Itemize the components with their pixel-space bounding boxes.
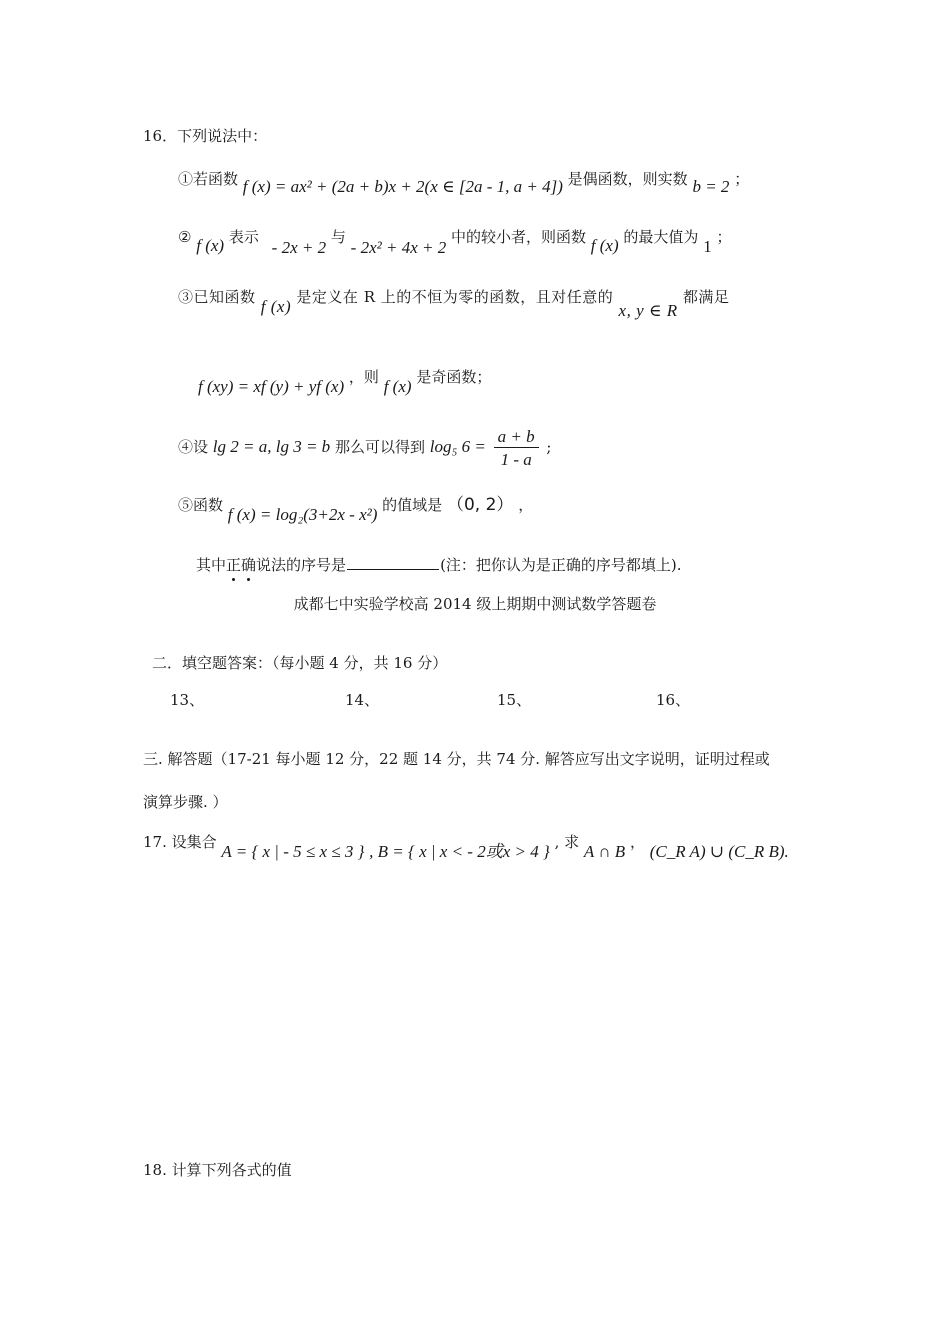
s3-t2: 都满足 [682, 288, 730, 306]
q17-lead: 17. 设集合 [143, 833, 217, 851]
q17-expr-1: A ∩ B [583, 842, 626, 861]
s5-range: （0, 2） [446, 495, 514, 515]
s2-expr-1: - 2x + 2 [271, 238, 327, 257]
s3-t4: 是奇函数； [416, 368, 492, 386]
s3-equation: f (xy) = xf (y) + yf (x) [198, 377, 345, 396]
s2-end: ； [716, 228, 732, 246]
q16-statement-4 [178, 428, 551, 468]
q16-statement-3-cont [198, 368, 492, 396]
s5-end: ， [518, 496, 534, 514]
q16-header: 16．下列说法中： [143, 127, 268, 145]
s1-end: ； [734, 170, 750, 188]
s1-formula: f (x) = ax² + (2a + b)x + 2(x ∈ [2a - 1, a + 4]) [242, 177, 563, 196]
q17-set-b: , B = { x | x < - 2或x > 4 } [369, 842, 550, 861]
s3-t1: 是定义在 R 上的不恒为零的函数，且对任意的 [296, 288, 614, 306]
tail-note: (注：把你认为是正确的序号都填上). [440, 556, 682, 574]
s2-t2: 与 [330, 228, 346, 246]
fill-section-title: 二．填空题答案：（每小题 4 分，共 16 分） [152, 654, 448, 672]
s4-condition: lg 2 = a, lg 3 = b [212, 437, 331, 456]
s2-f1: f (x) [196, 236, 225, 255]
answer-blank[interactable] [347, 555, 439, 570]
s2-lead: ② [178, 228, 192, 246]
s4-denominator: 1 - a [500, 450, 532, 469]
solve-section-title-2: 演算步骤. ） [143, 793, 228, 811]
q17-set-a: A = { x | - 5 ≤ x ≤ 3 } [221, 842, 365, 861]
s2-t4: 的最大值为 [623, 228, 699, 246]
s2-f2: f (x) [590, 236, 619, 255]
s3-vars: x, y ∈ R [618, 301, 678, 320]
s4-fraction [494, 428, 539, 468]
answer-sheet-title: 成都七中实验学校高 2014 级上期期中测试数学答题卷 [293, 595, 657, 613]
q16-tail [196, 555, 682, 573]
q17-ask: , 求 [554, 833, 580, 851]
tail-post: 说法的序号是 [256, 556, 347, 574]
tail-emph-2: 确 [241, 556, 257, 574]
s1-mid: 是偶函数，则实数 [567, 170, 688, 188]
s3-t3: ，则 [348, 368, 379, 386]
solve-section-title-1: 三. 解答题（17-21 每小题 12 分，22 题 14 分，共 74 分. 解答应写出文字说明，证明过程或 [143, 750, 770, 768]
s4-log: log₅ 6 = [429, 437, 486, 456]
fill-label-13: 13、 [170, 691, 205, 709]
s4-mid: 那么可以得到 [334, 438, 425, 456]
fill-label-14: 14、 [345, 691, 380, 709]
q16-statement-1 [178, 170, 750, 196]
fill-label-15: 15、 [497, 691, 532, 709]
tail-pre: 其中 [196, 556, 227, 574]
tail-emph-1: 正 [226, 556, 242, 574]
s3-f1: f (x) [260, 297, 292, 316]
s4-lead: ④设 [178, 438, 209, 456]
s5-mid: 的值域是 [382, 496, 443, 514]
fill-label-16: 16、 [656, 691, 691, 709]
s4-numerator: a + b [494, 428, 539, 448]
s4-end: ; [546, 438, 552, 456]
s3-lead: ③已知函数 [178, 288, 256, 306]
q18-title: 18. 计算下列各式的值 [143, 1161, 292, 1179]
s1-result: b = 2 [692, 177, 730, 196]
s2-t1: 表示 [228, 228, 259, 246]
s5-formula: f (x) = log₂(3+2x - x²) [227, 505, 378, 524]
q17-expr-2: (C_R A) ∪ (C_R B). [649, 842, 789, 861]
q17 [143, 833, 789, 861]
q16-statement-5 [178, 495, 534, 524]
q16-statement-2 [178, 228, 732, 257]
q16-statement-3 [178, 288, 730, 320]
q17-sep: ， [629, 833, 645, 851]
s1-lead: ①若函数 [178, 170, 239, 188]
s2-max: 1 [703, 237, 712, 256]
s3-f2: f (x) [383, 377, 412, 396]
s2-expr-2: - 2x² + 4x + 2 [350, 238, 447, 257]
s5-lead: ⑤函数 [178, 496, 224, 514]
s2-t3: 中的较小者，则函数 [451, 228, 587, 246]
